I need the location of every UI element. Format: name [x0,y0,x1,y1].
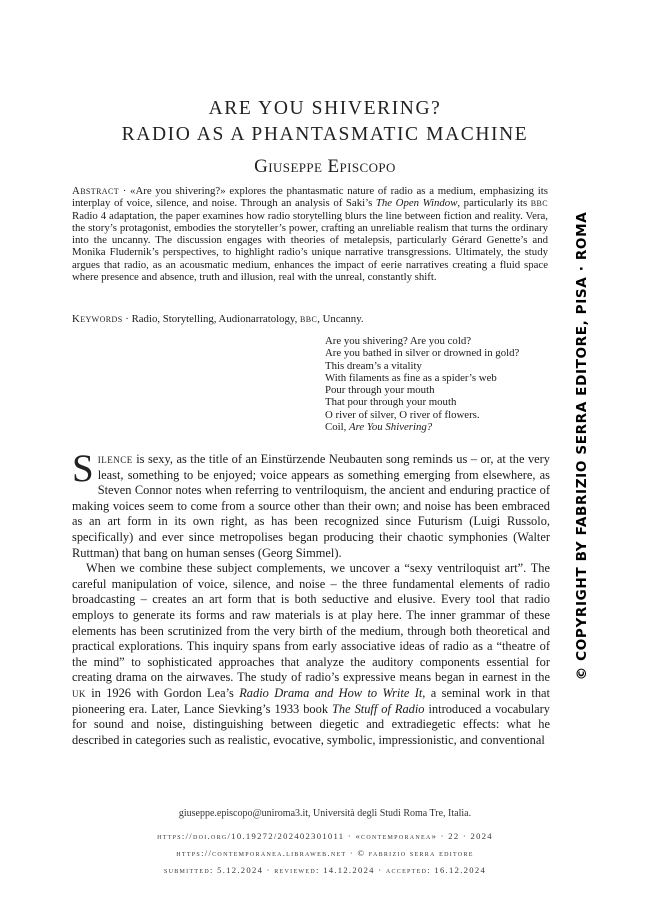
author-name: Giuseppe Episcopo [254,156,396,177]
abstract-text-3: Radio 4 adaptation, the paper examines how radio storytelling blurs the line between fiction and reality. Vera, the story’s protagonist, embodies the storyteller’s power, crafting an unreliable realism that turns the ordinary into the uncanny. The discussion engages with theories of metalepsis, particularly Gérard Genette’s and Monika Fludernik’s perspectives, to highlight radio’s unique narrative transgressions. Ultimately, the study argues that radio, as an acousmatic medium, enhances the impact of eerie narratives creating a fluid space where presence and absence, truth and illusion, real with the unreal, constantly shift. [72,209,548,284]
epigraph-line: This dream’s a vitality [325,359,422,372]
drop-cap: S [72,447,94,490]
paragraph-1-text: is sexy, as the title of an Einstürzende Neubauten song reminds us – or, at the very least, something to be enjoyed; voice appears as something emerging from elsewhere, as Steven Connor notes when referring to ventriloquism, the ancient and enduring practice of making voices seem to come from a source other than their own; and noise has been embraced as an art form in its own right, as has been recognized since Futurism (Luigi Russolo, specifically) and ever since metropolises began producing their chaotic symphonies (Walter Ruttman) that bang on human senses (Georg Simmel). [72,452,550,560]
book-title-1: Radio Drama and How to Write It [239,685,423,700]
body-text [72,447,550,748]
epigraph-line: Pour through your mouth [325,384,435,397]
abstract-work-title: The Open Window [375,197,458,210]
keywords-text-2: , Uncanny. [317,313,364,325]
epigraph-attribution [325,421,565,433]
author-email-affiliation: giuseppe.episcopo@uniroma3.it, Università degli Studi Roma Tre, Italia. [178,808,472,819]
keywords-separator: · [122,313,132,325]
paragraph-2-text-c: , a seminal work in that pioneering era. Later, Lance Sievking’s 1933 book [72,685,550,716]
keywords-text-1: Radio, Storytelling, Audionarratology, [131,313,300,325]
copyright-notice: © COPYRIGHT BY FABRIZIO SERRA EDITORE, PISA · ROMA [574,211,590,681]
epigraph-line: That pour through your mouth [325,396,457,409]
lead-word: ilence [97,452,133,466]
epigraph-line: Are you bathed in silver or drowned in gold? [325,347,520,360]
epigraph-song-title: Are You Shivering? [349,421,433,434]
abstract-label: Abstract [72,185,120,197]
article-title-line-1: ARE YOU SHIVERING? [208,98,442,119]
abstract-text-2: , particularly its [457,197,531,210]
keywords-label: Keywords [72,313,123,325]
epigraph-artist: Coil, [325,421,349,434]
epigraph-line: With filaments as fine as a spider’s web [325,371,497,384]
book-title-2: The Stuff of Radio [332,701,425,716]
keywords-bbc: bbc [300,313,318,325]
dates-line: submitted: 5.12.2024 · reviewed: 14.12.2024 · accepted: 16.12.2024 [163,865,487,875]
paragraph-2-text-a: When we combine these subject complements, we uncover a “sexy ventriloquist art”. The careful manipulation of voice, silence, and noise – the three fundamental elements of radio broadcasting – creates an art form that is both seductive and elusive. Every tool that radio employs to generate its forms and raw materials is at play here. The inner grammar of these elements has been scrutinized from the very birth of the medium, through both theoretical and practical explorations. This inquiry spans from early associative ideas of radio as a “theatre of the mind” to sophisticated approaches that analyze the auditory components essential for creating drama on the airwaves. The study of radio’s expressive means began in earnest in the [72,561,550,685]
keywords [72,313,548,325]
doi-line: https://doi.org/10.19272/202402301011 · «contemporanea» · 22 · 2024 [157,831,493,841]
uk-abbrev: uk [72,685,86,700]
paragraph-2-text-d: introduced a vocabulary for sound and noise, distinguishing between diegetic and extradiegetic effects: what he described in categories such as realistic, evocative, symbolic, impressionistic, and conventional [72,701,550,747]
epigraph-line: O river of silver, O river of flowers. [325,408,480,421]
paragraph-2-text-b: in 1926 with Gordon Lea’s [85,685,240,700]
publisher-line: https://contemporanea.libraweb.net · © fabrizio serra editore [176,848,474,858]
epigraph-line: Are you shivering? Are you cold? [325,335,472,347]
abstract-bbc: bbc [530,197,549,210]
paragraph-1 [72,447,550,561]
article-title-line-2: RADIO AS A PHANTASMATIC MACHINE [121,124,529,145]
abstract [72,185,548,283]
abstract-separator: · [119,185,131,197]
paragraph-2 [72,561,550,748]
abstract-text-1: «Are you shivering?» explores the phantasmatic nature of radio as a medium, emphasizing its interplay of voice, silence, and noise. Through an analysis of Saki’s [72,185,548,210]
epigraph [325,335,565,433]
